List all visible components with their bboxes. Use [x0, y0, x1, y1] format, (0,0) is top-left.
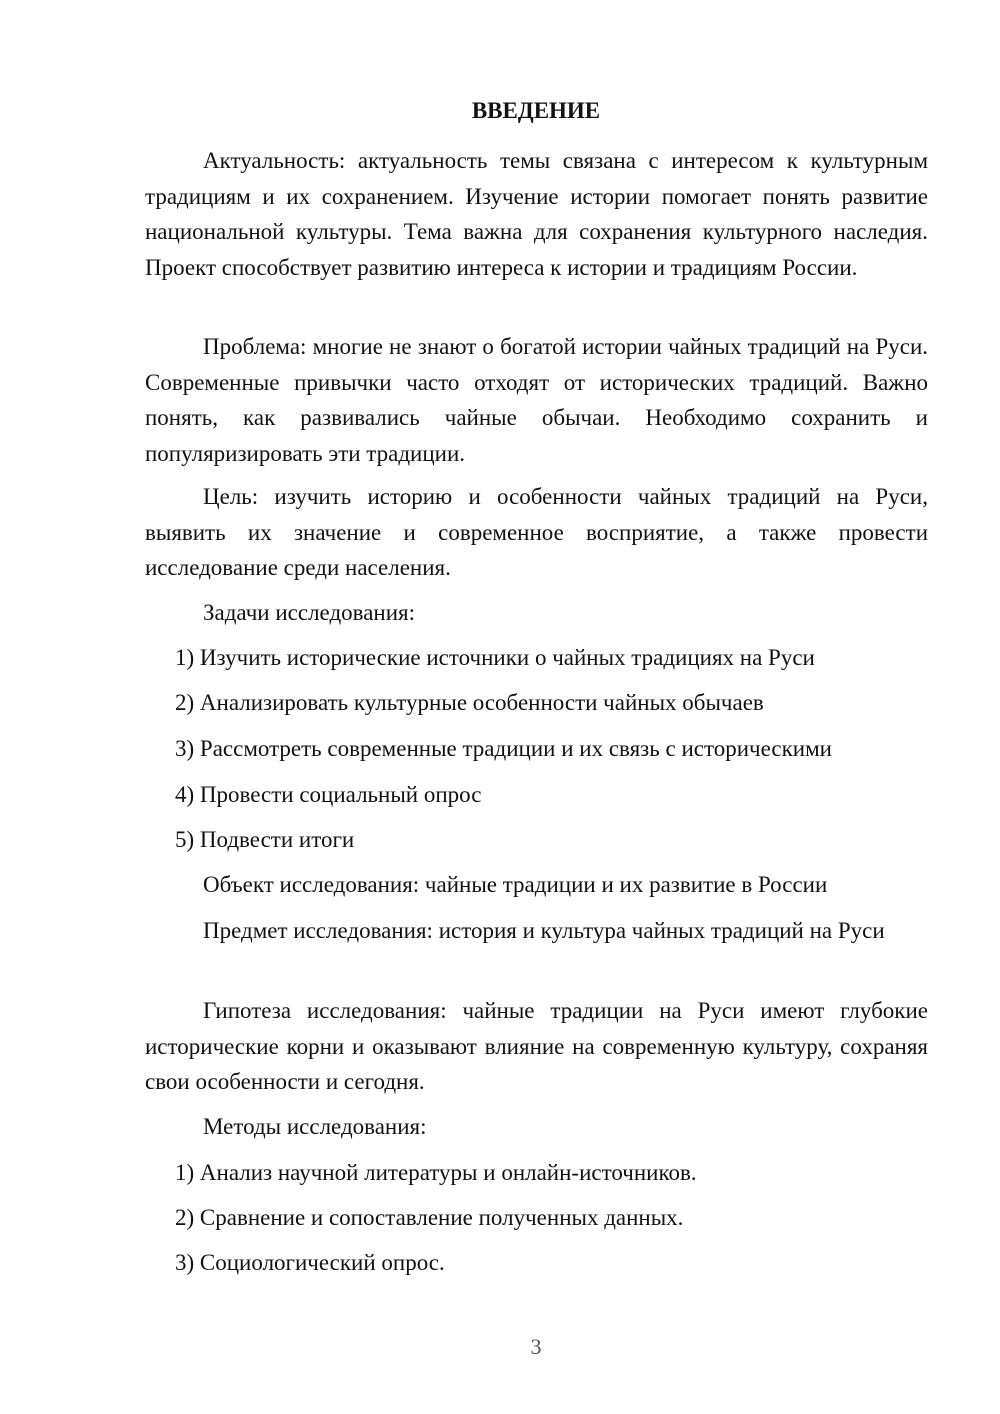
page-title: ВВЕДЕНИЕ: [471, 98, 601, 123]
problem-paragraph: Проблема: многие не знают о богатой истории чайных традиций на Руси. Современные привычки часто отходят от исторических традиций. Важно понять, как развивались чайные обычаи. Необходимо сохранить и популяризировать эти традиции.: [145, 334, 928, 466]
task-item-4: 4) Провести социальный опрос: [175, 782, 482, 807]
task-item-2: 2) Анализировать культурные особенности чайных обычаев: [175, 690, 764, 715]
method-item-2: 2) Сравнение и сопоставление полученных данных.: [175, 1205, 684, 1230]
page-number: 3: [530, 1334, 542, 1359]
methods-heading: Методы исследования:: [203, 1114, 427, 1139]
method-item-3: 3) Социологический опрос.: [175, 1250, 445, 1275]
tasks-heading: Задачи исследования:: [203, 600, 416, 625]
task-item-5: 5) Подвести итоги: [175, 827, 355, 852]
object-line: Объект исследования: чайные традиции и их развитие в России: [203, 872, 828, 897]
subject-paragraph: Предмет исследования: история и культура чайных традиций на Руси: [203, 918, 885, 943]
task-item-3: 3) Рассмотреть современные традиции и их связь с историческими: [175, 736, 832, 761]
task-item-1: 1) Изучить исторические источники о чайных традициях на Руси: [175, 645, 815, 670]
goal-paragraph: Цель: изучить историю и особенности чайных традиций на Руси, выявить их значение и современное восприятие, а также провести исследование среди населения.: [145, 484, 928, 580]
method-item-1: 1) Анализ научной литературы и онлайн-источников.: [175, 1160, 697, 1185]
hypothesis-paragraph: Гипотеза исследования: чайные традиции на Руси имеют глубокие исторические корни и оказывают влияние на современную культуру, сохраняя свои особенности и сегодня.: [145, 998, 928, 1094]
relevance-paragraph: Актуальность: актуальность темы связана с интересом к культурным традициям и их сохранением. Изучение истории помогает понять развитие национальной культуры. Тема важна для сохранения культурного наследия. Проект способствует развитию интереса к истории и традициям России.: [145, 148, 928, 280]
